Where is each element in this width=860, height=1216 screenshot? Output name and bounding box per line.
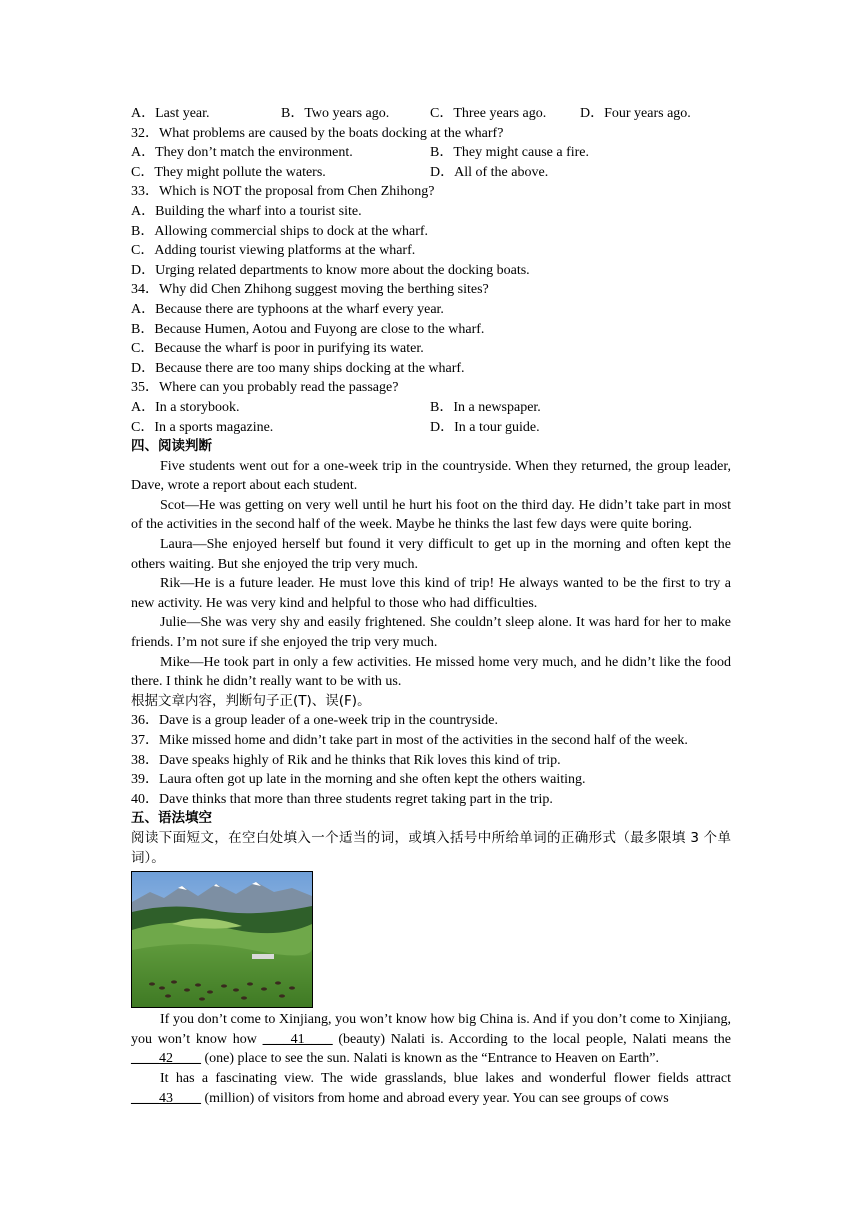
q32-options-row2 xyxy=(131,163,731,183)
option-a: A．Last year. xyxy=(131,106,210,121)
q34-stem: 34．Why did Chen Zhihong suggest moving the berthing sites? xyxy=(131,282,489,298)
passage-paragraph: Julie—She was very shy and easily frightened. She couldn’t sleep alone. It was hard for her to make friends. I’m not sure if she enjoyed the trip very much. xyxy=(131,615,731,651)
document-page xyxy=(131,104,731,1108)
option-d: D．All of the above. xyxy=(430,164,549,180)
section4-instruction: 根据文章内容，判断句子正(T)、误(F)。 xyxy=(131,692,371,709)
section5-instruction: 阅读下面短文，在空白处填入一个适当的词，或填入括号中所给单词的正确形式（最多限填 3 个单词）。 xyxy=(131,829,731,866)
grammar-paragraph-1: If you don’t come to Xinjiang, you won’t know how big China is. And if you don’t come to Xinjiang, you won’t know how ____41____ (beauty) Nalati is. According to the local people, Nalati means the ____42____ (one) place to see the sun. Nalati is known as the “Entrance to Heaven on Earth”. xyxy=(131,1012,731,1067)
q35-options-row1 xyxy=(131,398,731,418)
nalati-grassland-photo xyxy=(131,871,313,1008)
option-a: A．Because there are typhoons at the wharf every year. xyxy=(131,301,444,317)
option-a: A．They don’t match the environment. xyxy=(131,145,353,161)
q32-stem: 32．What problems are caused by the boats docking at the wharf? xyxy=(131,125,504,141)
option-b: B．Two years ago. xyxy=(281,106,390,121)
statement-38: 38．Dave speaks highly of Rik and he thinks that Rik loves this kind of trip. xyxy=(131,752,561,768)
option-b: B．Allowing commercial ships to dock at the wharf. xyxy=(131,223,429,239)
q33-stem: 33．Which is NOT the proposal from Chen Zhihong? xyxy=(131,184,435,200)
q31-options xyxy=(131,104,731,124)
statement-39: 39．Laura often got up late in the morning and she often kept the others waiting. xyxy=(131,772,586,788)
option-c: C．Three years ago. xyxy=(430,106,547,121)
option-d: D．Because there are too many ships docking at the wharf. xyxy=(131,360,465,376)
blank-41: ____41____ xyxy=(262,1031,333,1047)
option-b: B．They might cause a fire. xyxy=(430,145,590,161)
q35-stem: 35．Where can you probably read the passage? xyxy=(131,380,399,396)
option-b: B．Because Humen, Aotou and Fuyong are close to the wharf. xyxy=(131,321,485,337)
q32-options-row1 xyxy=(131,143,731,163)
option-d: D．Four years ago. xyxy=(580,106,691,121)
option-d: D．Urging related departments to know more about the docking boats. xyxy=(131,262,530,278)
option-c: C．In a sports magazine. xyxy=(131,419,274,435)
passage-paragraph: Five students went out for a one-week trip in the countryside. When they returned, the group leader, Dave, wrote a report about each student. xyxy=(131,458,731,494)
statement-37: 37．Mike missed home and didn’t take part in most of the activities in the second half of the week. xyxy=(131,733,688,748)
option-c: C．They might pollute the waters. xyxy=(131,164,326,180)
section4-heading: 四、阅读判断 xyxy=(131,438,212,455)
passage-paragraph: Scot—He was getting on very well until he hurt his foot on the third day. He didn’t take part in most of the activities in the second half of the week. Maybe he thinks the last few days were quite boring. xyxy=(131,497,731,533)
option-c: C．Adding tourist viewing platforms at the wharf. xyxy=(131,243,416,259)
option-d: D．In a tour guide. xyxy=(430,419,540,435)
option-b: B．In a newspaper. xyxy=(430,399,541,415)
passage-paragraph: Laura—She enjoyed herself but found it very difficult to get up in the morning and often kept the others waiting. But she enjoyed the trip very much. xyxy=(131,537,731,572)
blank-42: ____42____ xyxy=(131,1051,201,1067)
q35-options-row2 xyxy=(131,418,731,438)
statement-40: 40．Dave thinks that more than three students regret taking part in the trip. xyxy=(131,791,553,807)
passage-paragraph: Mike—He took part in only a few activities. He missed home very much, and he didn’t like the food there. I think he didn’t really want to be with us. xyxy=(131,654,731,690)
section5-heading: 五、语法填空 xyxy=(131,810,212,827)
option-a: A．In a storybook. xyxy=(131,399,240,415)
blank-43: ____43____ xyxy=(131,1090,201,1106)
statement-36: 36．Dave is a group leader of a one-week trip in the countryside. xyxy=(131,713,498,729)
option-a: A．Building the wharf into a tourist site. xyxy=(131,203,362,219)
passage-paragraph: Rik—He is a future leader. He must love this kind of trip! He always wanted to be the first to try a new activity. He was very kind and helpful to those who had difficulties. xyxy=(131,576,731,611)
option-c: C．Because the wharf is poor in purifying its water. xyxy=(131,341,424,357)
grammar-paragraph-2: It has a fascinating view. The wide grasslands, blue lakes and wonderful flower fields attract ____43____ (million) of visitors from home and abroad every year. You can see groups of cows xyxy=(131,1070,731,1106)
